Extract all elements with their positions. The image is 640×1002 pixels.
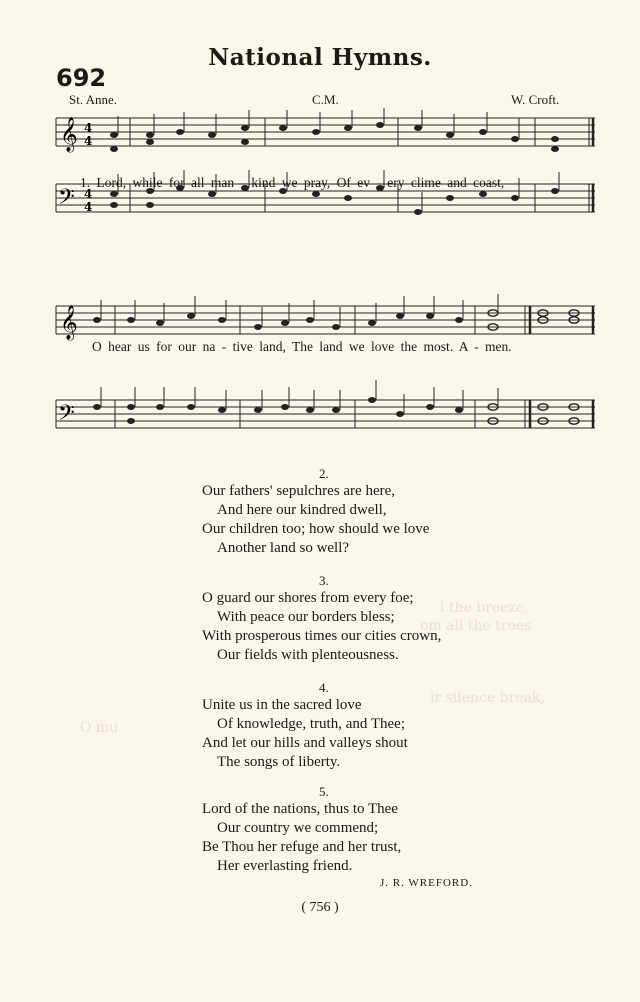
stanza-line: With prosperous times our cities crown, — [202, 628, 442, 644]
tune-name: St. Anne. — [69, 92, 118, 107]
stanza-line: Our country we commend; — [217, 820, 379, 836]
stanza-line: With peace our borders bless; — [217, 609, 395, 625]
svg-text:𝄢: 𝄢 — [58, 401, 75, 431]
hymn-number: 692 — [56, 64, 107, 92]
section-title: National Hymns. — [208, 44, 432, 71]
stanza-line: Another land so well? — [217, 540, 350, 556]
svg-text:4: 4 — [84, 134, 93, 148]
svg-text:𝄢: 𝄢 — [58, 185, 75, 215]
music-staff-treble-1 — [0, 108, 640, 218]
stanza-line: And here our kindred dwell, — [217, 502, 387, 518]
svg-text:𝄞: 𝄞 — [60, 117, 78, 152]
svg-text:𝄞: 𝄞 — [60, 305, 78, 340]
lyric-line-1: 1. Lord, while for all man - kind we pray, Of ev - ery clime and coast, — [80, 175, 505, 190]
stanza-line: Be Thou her refuge and her trust, — [202, 839, 402, 855]
svg-text:4: 4 — [84, 121, 93, 135]
music-staff-bass-2 — [0, 362, 640, 452]
svg-text:4: 4 — [84, 187, 93, 201]
stanza-number: 3. — [319, 573, 329, 588]
author-attribution: J. R. WREFORD. — [380, 877, 473, 889]
composer: W. Croft. — [511, 92, 560, 107]
stanza-line: And let our hills and valleys shout — [202, 735, 408, 751]
stanza-line: The songs of liberty. — [217, 754, 341, 770]
stanza-number: 4. — [319, 680, 329, 695]
stanza-number: 5. — [319, 784, 329, 799]
page-number: ( 756 ) — [301, 900, 339, 915]
stanza-line: Her everlasting friend. — [217, 858, 353, 874]
lyric-line-2: O hear us for our na - tive land, The land we love the most. A - men. — [92, 339, 512, 354]
stanza-line: Of knowledge, truth, and Thee; — [217, 716, 406, 732]
stanza-number: 2. — [319, 466, 329, 481]
stanza-line: Our fathers' sepulchres are here, — [202, 483, 396, 499]
stanza-line: Our children too; how should we love — [202, 521, 430, 537]
meter: C.M. — [312, 92, 339, 107]
stanza-line: Lord of the nations, thus to Thee — [202, 801, 398, 817]
stanza-line: Unite us in the sacred love — [202, 697, 362, 713]
stanza-line: O guard our shores from every foe; — [202, 590, 414, 606]
stanza-line: Our fields with plenteousness. — [217, 647, 399, 663]
svg-text:4: 4 — [84, 200, 93, 214]
